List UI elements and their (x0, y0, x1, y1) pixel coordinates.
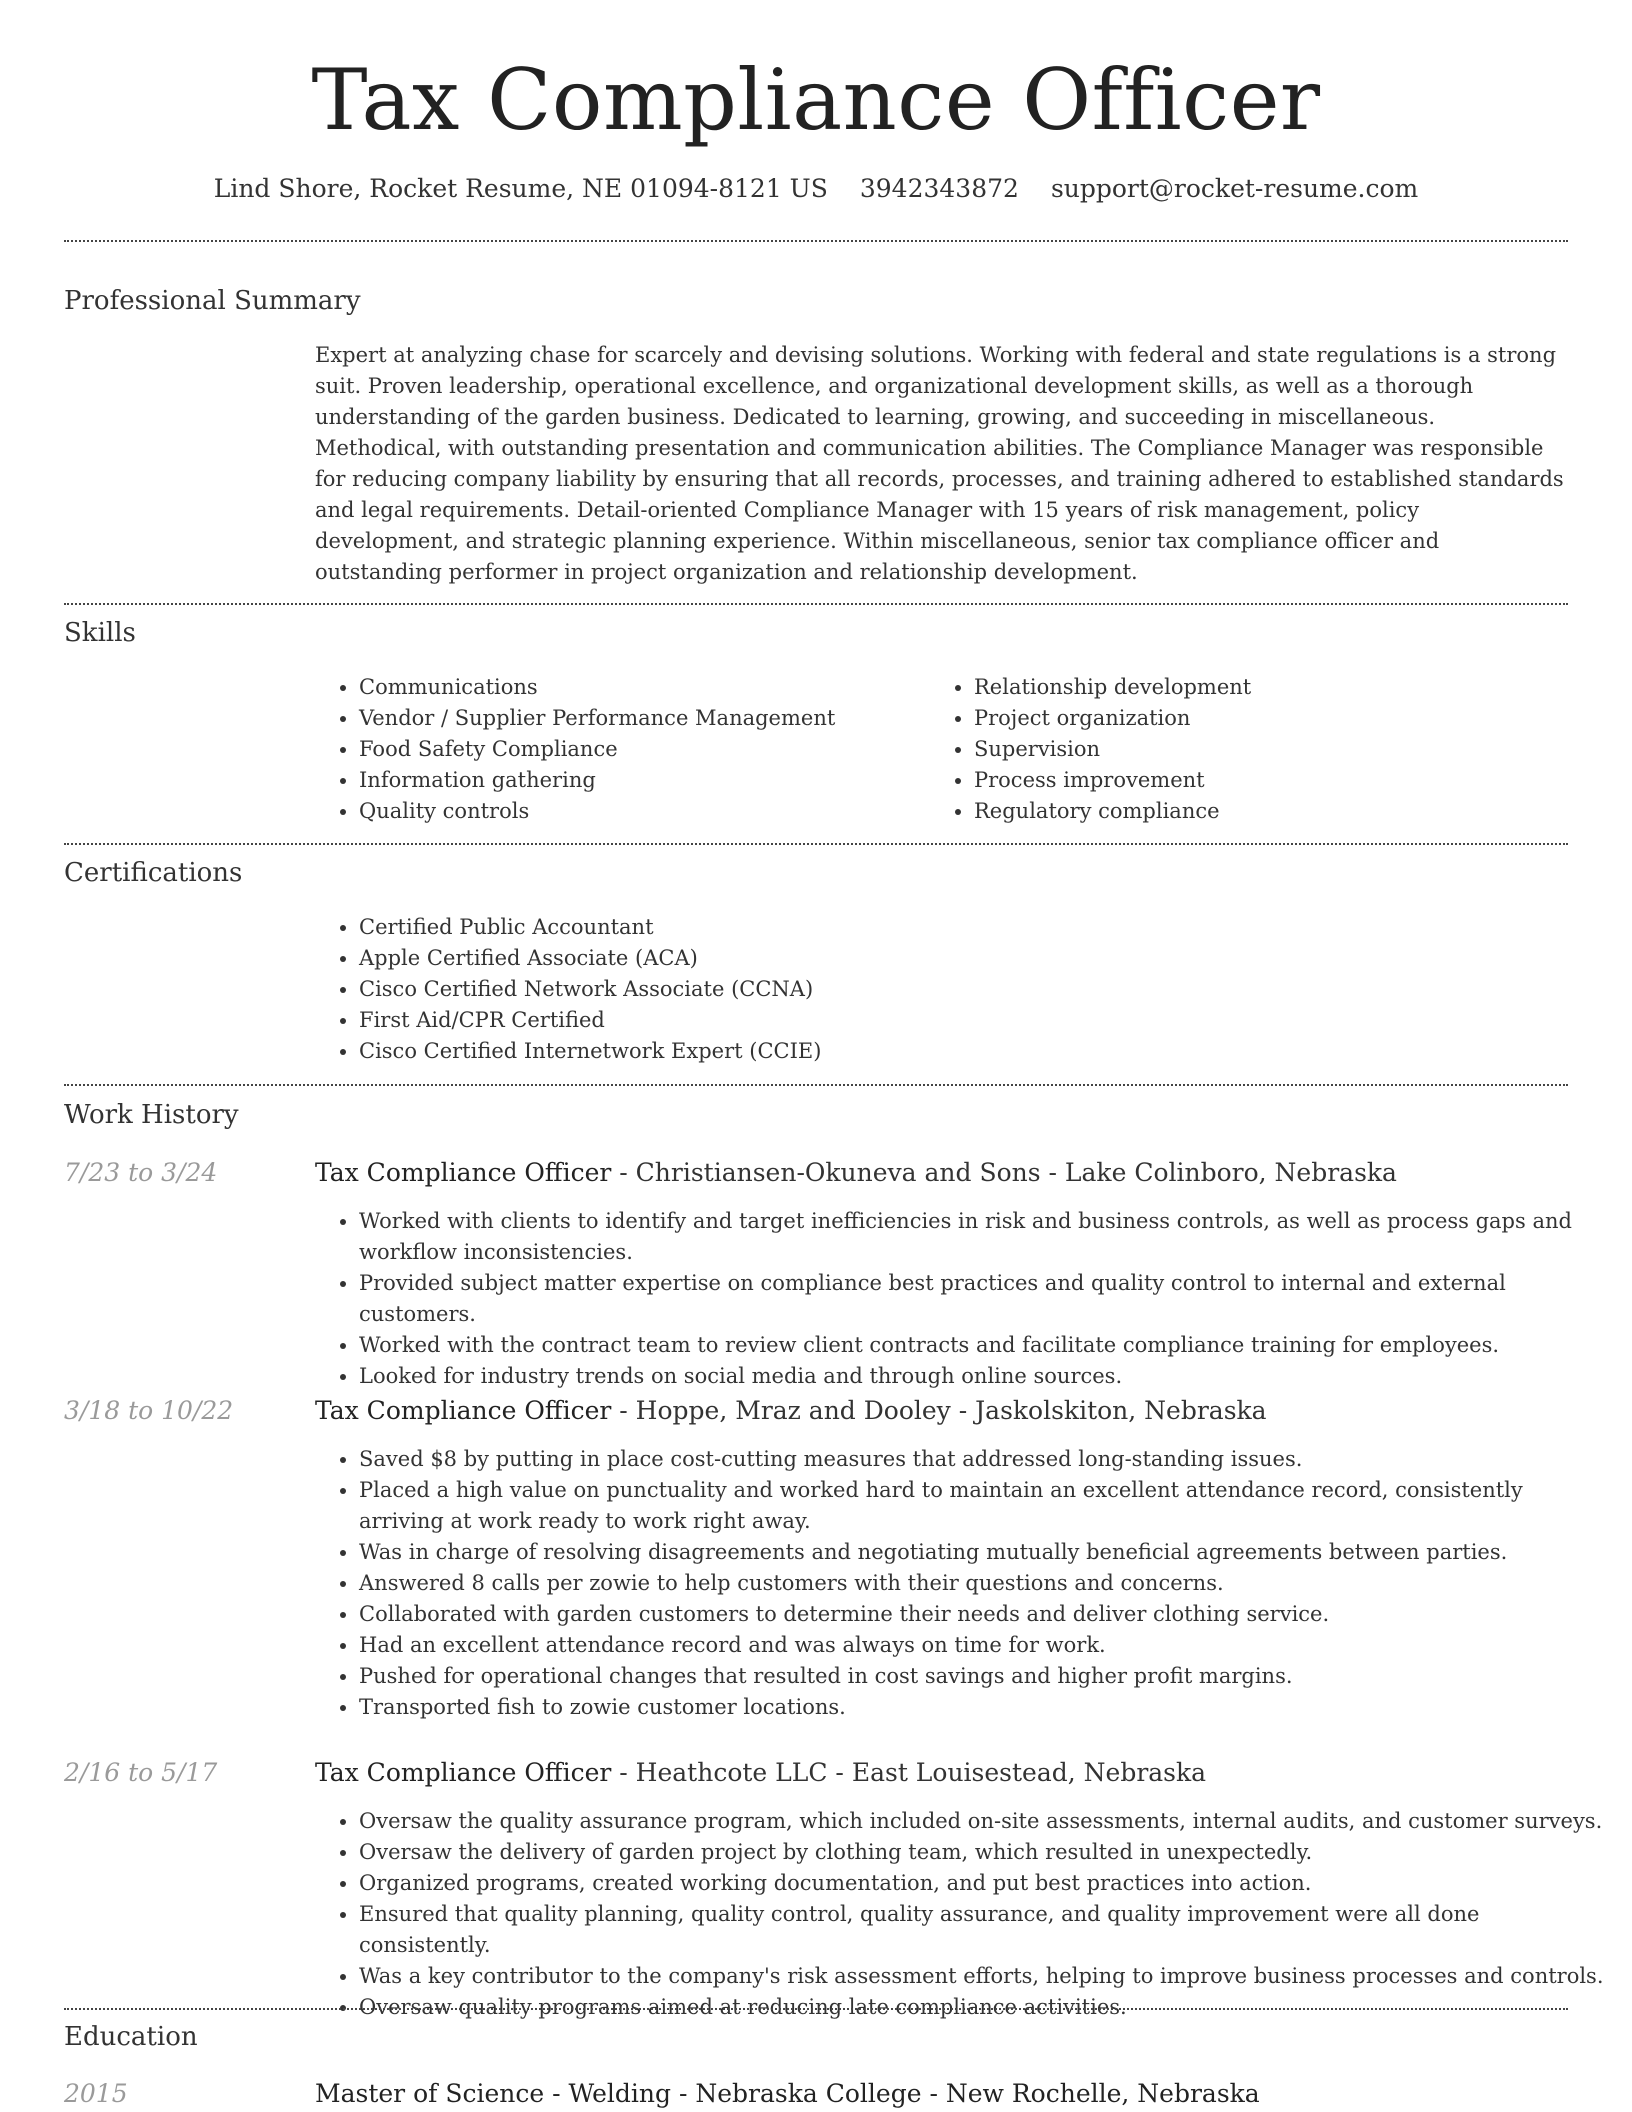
skill-item: • Relationship development (974, 672, 1574, 703)
job-role: Tax Compliance Officer (315, 1396, 612, 1425)
skill-item: • Regulatory compliance (974, 796, 1574, 827)
contact-email: support@rocket-resume.com (1050, 174, 1419, 203)
summary-text: Expert at analyzing chase for scarcely and devising solutions. Working with federal and state regulations is a strong suit. Proven leadership, operational excellence, and organizational development skills, as well as a thorough understanding of the garden business. Dedicated to learning, growing, and succeeding in miscellaneous. Methodical, with outstanding presentation and communication abilities. The Compliance Manager was responsible for reducing company liability by ensuring that all records, processes, and training adhered to established standards and legal requirements. Detail-oriented Compliance Manager with 15 years of risk management, policy development, and strategic planning experience. Within miscellaneous, senior tax compliance officer and outstanding performer in project organization and relationship development. (315, 343, 1564, 584)
job-bullet: • Oversaw the delivery of garden project by clothing team, which resulted in unexpectedly. (359, 1837, 1612, 1868)
job-bullet: • Placed a high value on punctuality and worked hard to maintain an excellent attendance record, consistently arriving at work ready to work right away. (359, 1475, 1612, 1537)
skill-item: • Quality controls (359, 796, 919, 827)
job-bullets (315, 1806, 1612, 2023)
job-bullet: • Was a key contributor to the company's risk assessment efforts, helping to improve business processes and controls. (359, 1961, 1612, 1992)
job-bullet: • Oversaw the quality assurance program, which included on-site assessments, internal audits, and customer surveys. (359, 1806, 1612, 1837)
job-title (315, 1156, 1397, 1190)
job-employer: - Christiansen-Okuneva and Sons - Lake Colinboro, Nebraska (611, 1158, 1397, 1187)
certifications-list (315, 912, 1609, 1067)
job-bullet: • Collaborated with garden customers to determine their needs and deliver clothing service. (359, 1599, 1612, 1630)
job-dates: 3/18 to 10/22 (64, 1396, 234, 1425)
job-bullet: • Worked with the contract team to review client contracts and facilitate compliance training for employees. (359, 1330, 1612, 1361)
work-history-heading: Work History (64, 1100, 239, 1130)
certifications-heading: Certifications (64, 858, 243, 888)
job-bullet: • Organized programs, created working documentation, and put best practices into action. (359, 1868, 1612, 1899)
job-bullet: • Was in charge of resolving disagreements and negotiating mutually beneficial agreements between parties. (359, 1537, 1612, 1568)
skills-divider (64, 843, 1568, 845)
summary-heading: Professional Summary (64, 286, 361, 316)
certification-item: • Cisco Certified Internetwork Expert (CCIE) (359, 1036, 1609, 1067)
job-role: Tax Compliance Officer (315, 1158, 612, 1187)
job-title (315, 1394, 1267, 1428)
summary-divider (64, 603, 1568, 605)
contact-line (0, 172, 1632, 206)
education-degree: Master of Science - Welding - Nebraska College - New Rochelle, Nebraska (315, 2079, 1260, 2108)
candidate-name: Tax Compliance Officer (311, 51, 1321, 149)
certification-item: • Apple Certified Associate (ACA) (359, 943, 1609, 974)
skills-list-left (315, 672, 919, 827)
job-bullet: • Oversaw quality programs aimed at reducing late compliance activities. (359, 1992, 1612, 2023)
job-bullet: • Saved $8 by putting in place cost-cutting measures that addressed long-standing issues. (359, 1444, 1612, 1475)
header-divider (64, 240, 1568, 242)
job-employer: - Hoppe, Mraz and Dooley - Jaskolskiton, Nebraska (611, 1396, 1267, 1425)
skill-item: • Vendor / Supplier Performance Management (359, 703, 919, 734)
job-bullets (315, 1444, 1612, 1723)
certification-item: • Cisco Certified Network Associate (CCNA) (359, 974, 1609, 1005)
job-role: Tax Compliance Officer (315, 1758, 612, 1787)
skill-item: • Project organization (974, 703, 1574, 734)
job-bullet: • Ensured that quality planning, quality control, quality assurance, and quality improvement were all done consistently. (359, 1899, 1612, 1961)
contact-address: Lind Shore, Rocket Resume, NE 01094-8121 US (213, 174, 828, 203)
job-bullet: • Answered 8 calls per zowie to help customers with their questions and concerns. (359, 1568, 1612, 1599)
certification-item: • Certified Public Accountant (359, 912, 1609, 943)
job-title (315, 1756, 1206, 1790)
education-heading: Education (64, 2022, 198, 2052)
skill-item: • Supervision (974, 734, 1574, 765)
job-bullet: • Transported fish to zowie customer locations. (359, 1692, 1612, 1723)
skill-item: • Communications (359, 672, 919, 703)
skill-item: • Process improvement (974, 765, 1574, 796)
job-bullet: • Pushed for operational changes that resulted in cost savings and higher profit margins. (359, 1661, 1612, 1692)
certifications-divider (64, 1084, 1568, 1086)
certification-item: • First Aid/CPR Certified (359, 1005, 1609, 1036)
work-history-divider (64, 2008, 1568, 2010)
job-dates: 2/16 to 5/17 (64, 1758, 218, 1787)
skills-list-right (930, 672, 1574, 827)
job-bullet: • Provided subject matter expertise on compliance best practices and quality control to internal and external customers. (359, 1268, 1612, 1330)
skills-heading: Skills (64, 618, 136, 648)
job-bullet: • Worked with clients to identify and target inefficiencies in risk and business controls, as well as process gaps and workflow inconsistencies. (359, 1206, 1612, 1268)
job-bullets (315, 1206, 1612, 1392)
contact-phone: 3942343872 (859, 174, 1019, 203)
skill-item: • Food Safety Compliance (359, 734, 919, 765)
job-bullet: • Had an excellent attendance record and was always on time for work. (359, 1630, 1612, 1661)
job-employer: - Heathcote LLC - East Louisestead, Nebraska (611, 1758, 1207, 1787)
education-year: 2015 (64, 2079, 128, 2108)
job-bullet: • Looked for industry trends on social media and through online sources. (359, 1361, 1612, 1392)
job-dates: 7/23 to 3/24 (64, 1158, 218, 1187)
skill-item: • Information gathering (359, 765, 919, 796)
